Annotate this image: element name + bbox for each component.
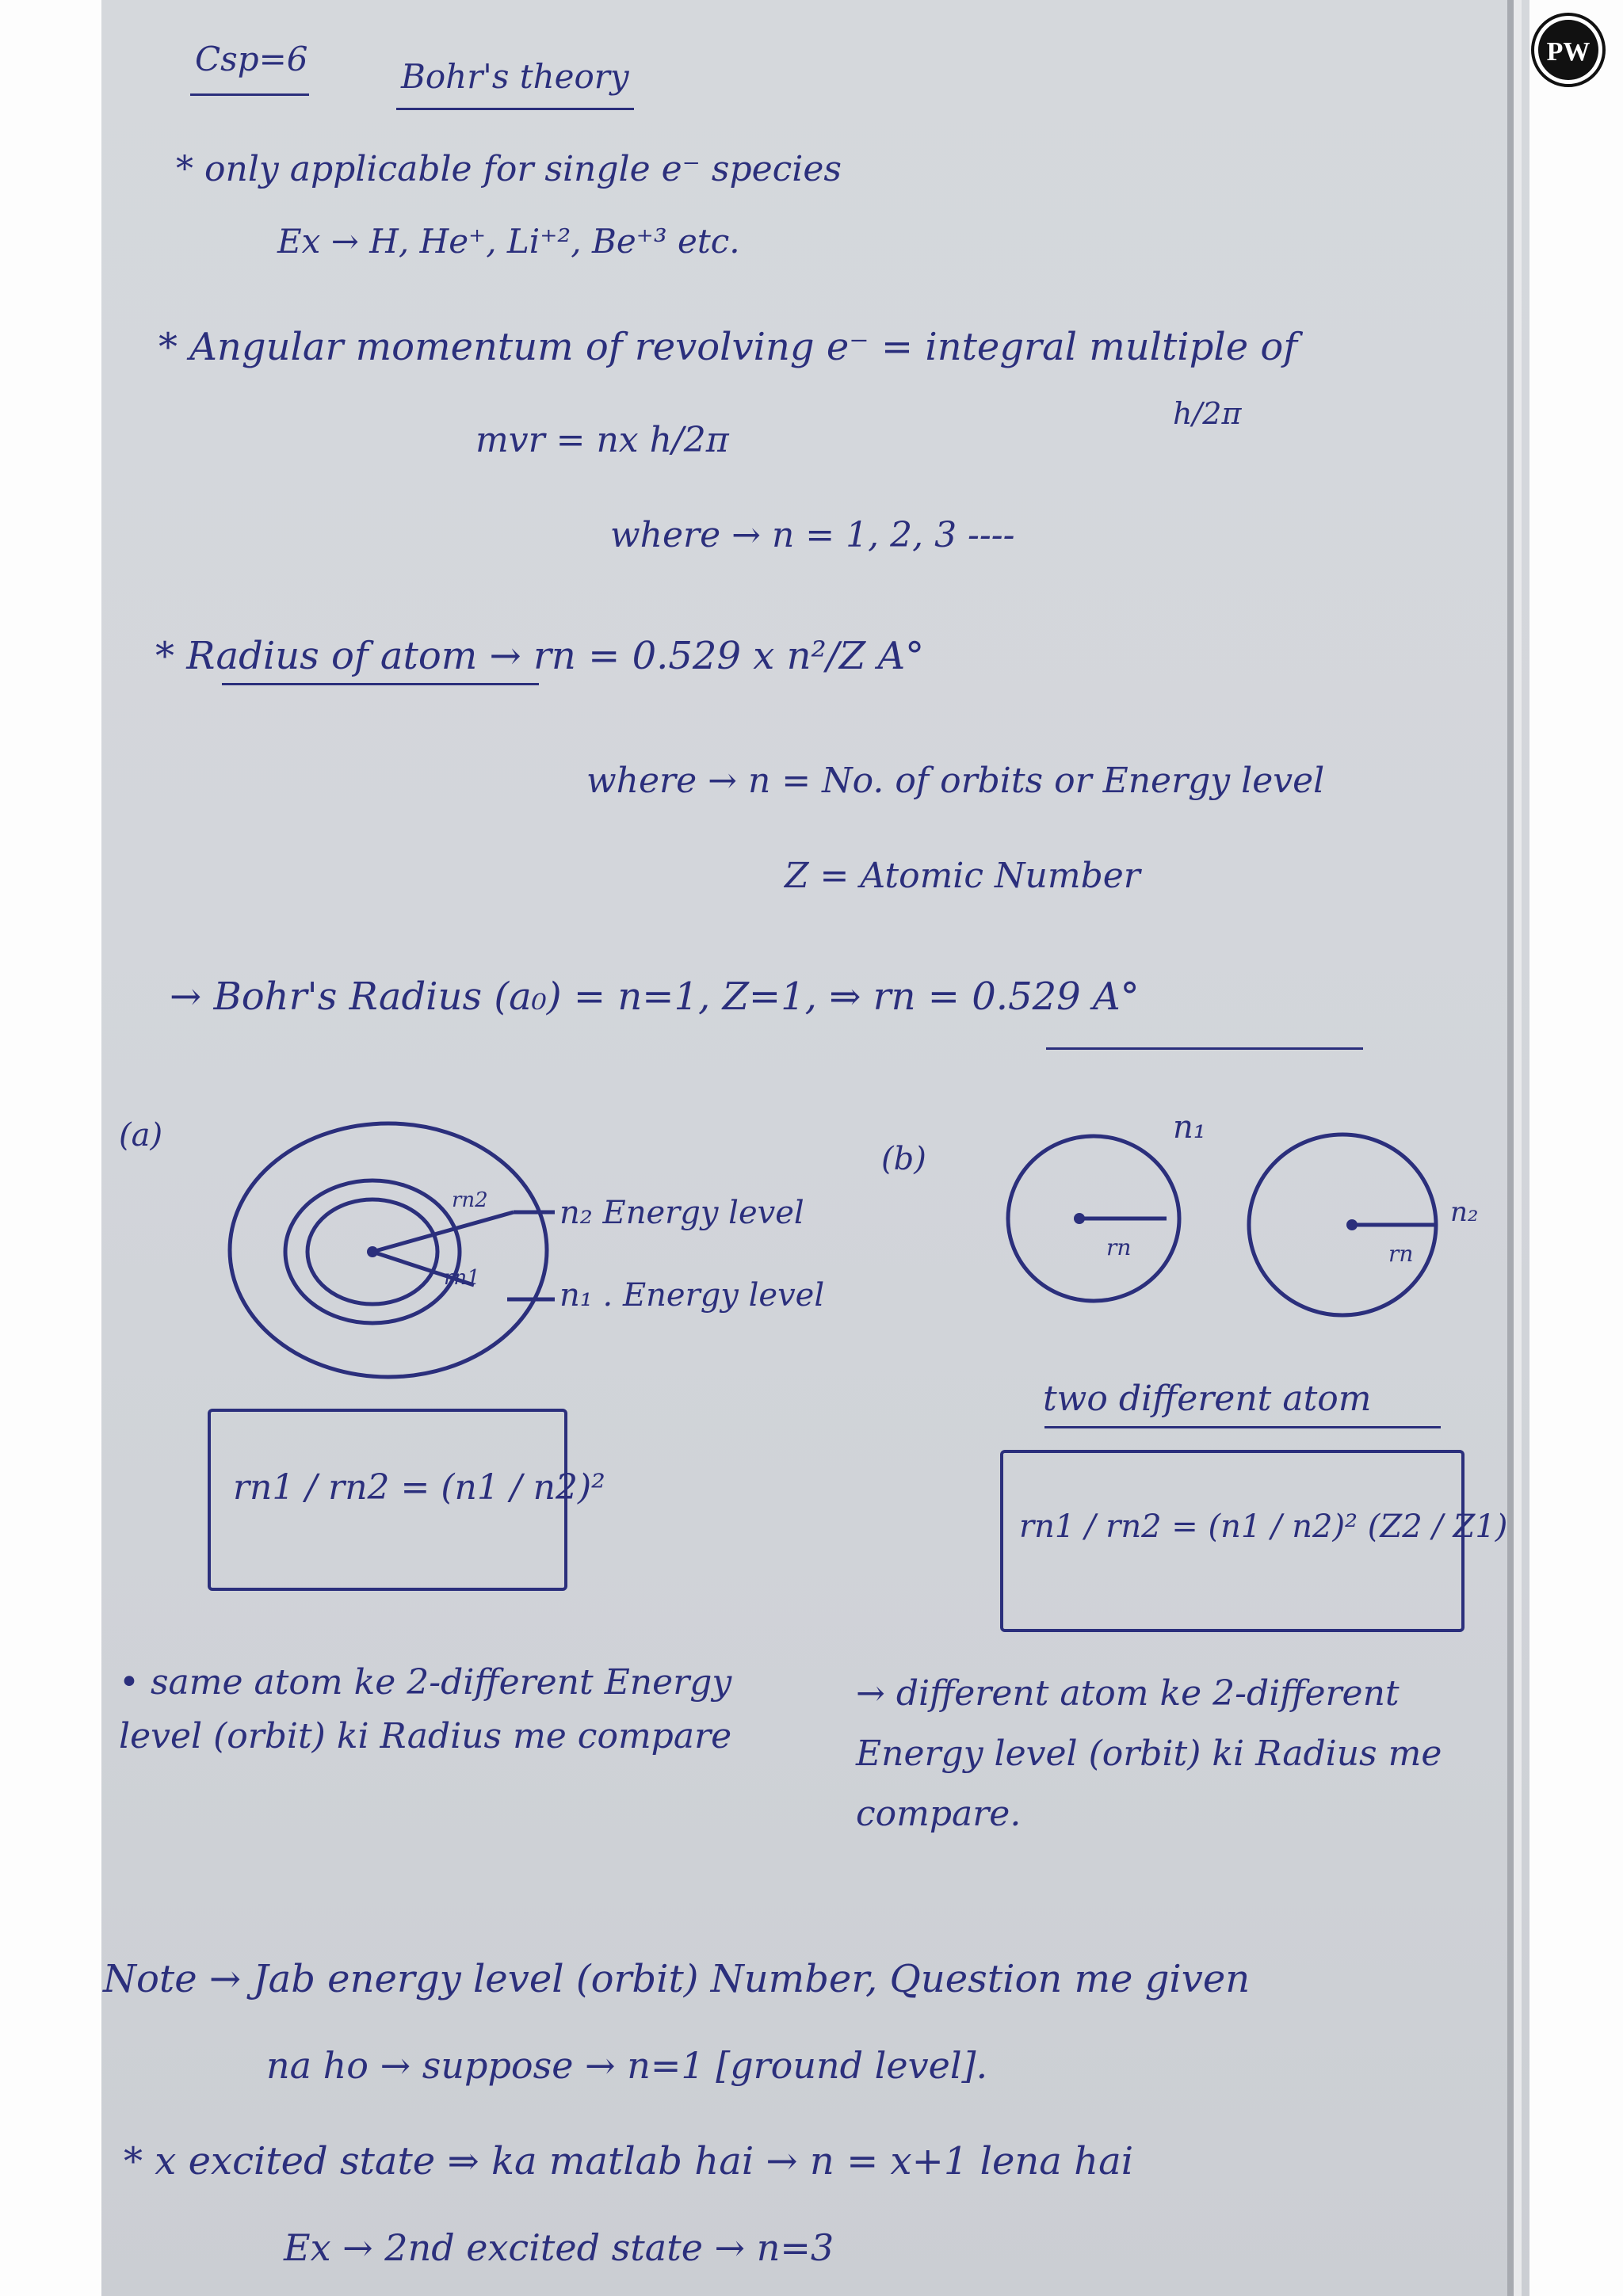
diagram-a-r1: rn1 [444, 1266, 480, 1290]
line-examples: Ex → H, He⁺, Li⁺², Be⁺³ etc. [277, 222, 740, 261]
page-title: Bohr's theory [401, 57, 629, 96]
line-where-orbits: where → n = No. of orbits or Energy level [586, 761, 1325, 801]
note-line-2: na ho → suppose → n=1 [ground level]. [266, 2044, 988, 2087]
line-angular-momentum: * Angular momentum of revolving e⁻ = integral multiple of [158, 325, 1298, 369]
diagram-b-n2: n₂ [1450, 1196, 1479, 1228]
line-applicable: * only applicable for single e⁻ species [176, 149, 842, 189]
two-different-atom-caption: two different atom [1043, 1379, 1372, 1419]
excited-state-example: Ex → 2nd excited state → n=3 [284, 2226, 834, 2269]
note-different-atom: → different atom ke 2-different Energy level (orbit) ki Radius me compare. [856, 1673, 1442, 1834]
line-bohr-radius: → Bohr's Radius (a₀) = n=1, Z=1, ⇒ rn = 0.529 A° [170, 974, 1140, 1019]
csp-label: Csp=6 [195, 40, 308, 78]
diagram-a-label: (a) [119, 1117, 163, 1154]
diagram-b-label: (b) [881, 1141, 926, 1177]
formula-a: rn1 / rn2 = (n1 / n2)² [233, 1467, 605, 1508]
nucleus-b1 [1074, 1213, 1085, 1224]
n2-energy-level-label: n₂ Energy level [559, 1195, 804, 1231]
formula-mvr: mvr = nx h/2π [475, 420, 729, 460]
n1-energy-level-label: n₁ . Energy level [559, 1277, 825, 1314]
diagram-b-r2: rn [1388, 1241, 1414, 1267]
note-line-1: Note → Jab energy level (orbit) Number, Question me given [103, 1957, 1251, 2001]
diagram-b-r1: rn [1106, 1234, 1132, 1261]
line-radius-formula: * Radius of atom → rn = 0.529 x n²/Z A° [155, 634, 925, 678]
line-where-n: where → n = 1, 2, 3 ---- [610, 515, 1015, 555]
line-atomic-number: Z = Atomic Number [785, 856, 1140, 896]
pw-logo-text: PW [1546, 37, 1591, 67]
diagram-a-r2: rn2 [452, 1188, 488, 1212]
formula-b: rn1 / rn2 = (n1 / n2)² (Z2 / Z1) [1019, 1508, 1508, 1545]
diagram-b-n1: n₁ [1173, 1109, 1206, 1146]
note-same-atom: • same atom ke 2-different Energy level (orbit) ki Radius me compare [119, 1662, 732, 1756]
h-over-2pi: h/2π [1173, 396, 1242, 431]
nucleus-b2 [1346, 1219, 1358, 1230]
excited-state-rule: * x excited state ⇒ ka matlab hai → n = x+1 lena hai [124, 2139, 1134, 2183]
caption-underline [1044, 1426, 1441, 1428]
formula-box-b [1000, 1450, 1508, 1632]
